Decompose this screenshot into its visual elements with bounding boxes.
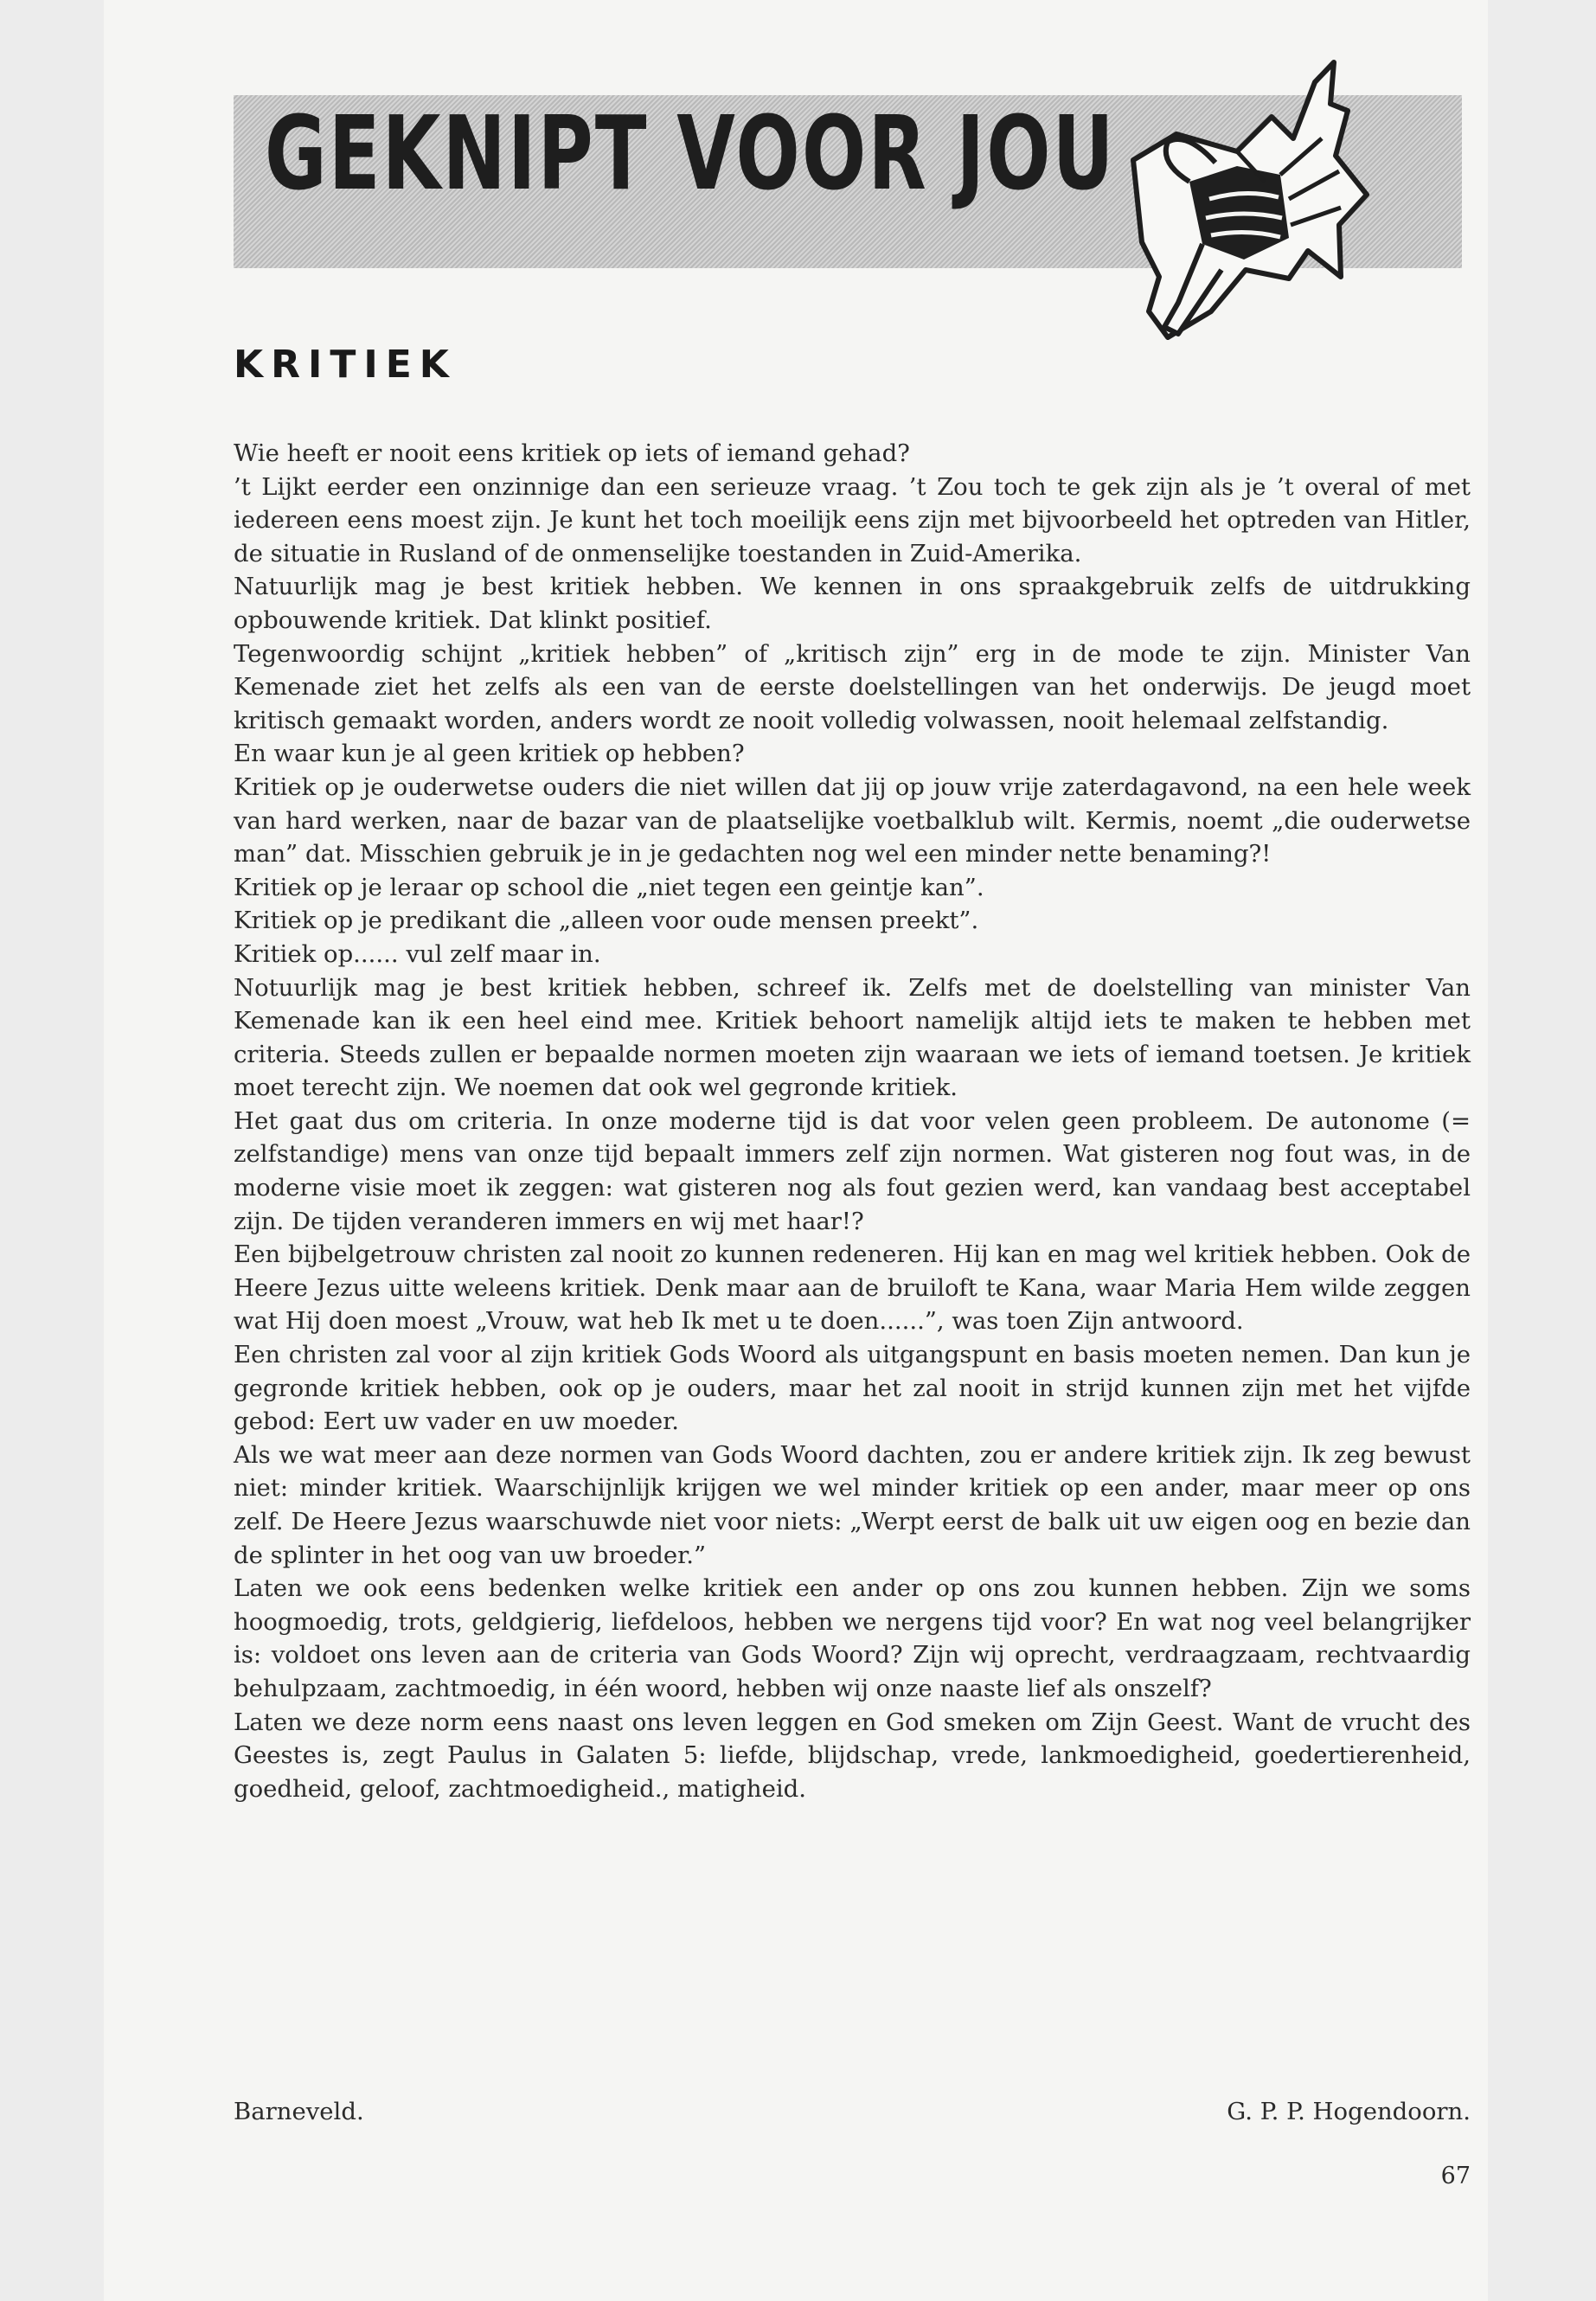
paragraph: Kritiek op je predikant die „alleen voor oude mensen preekt”.: [234, 907, 979, 935]
paragraph: En waar kun je al geen kritiek op hebben?: [234, 740, 745, 768]
signoff: [234, 2098, 1471, 2125]
article-body: [234, 437, 1471, 1805]
paragraph: Als we wat meer aan deze normen van Gods Woord dachten, zou er andere kritiek zijn. Ik zeg bewust niet: minder kritiek. Waarschijnlijk krijgen we wel minder kritiek op een ander, maar meer op ons zelf. De Heere Jezus waarschuwde niet voor niets: „Werpt eerst de balk uit uw eigen oog en bezie dan de splinter in het oog van uw broeder.”: [234, 1440, 1471, 1569]
pointing-hand-icon: [1107, 52, 1419, 363]
paragraph: Kritiek op je ouderwetse ouders die niet willen dat jij op jouw vrije zaterdagavond, na een hele week van hard werken, naar de bazar van de plaatselijke voetbalklub wilt. Kermis, noemt „die ouderwetse man” dat. Misschien gebruik je in je gedachten nog wel een minder nette benaming?!: [234, 772, 1471, 868]
paragraph: Kritiek op...... vul zelf maar in.: [234, 939, 601, 968]
section-title: KRITIEK: [234, 343, 457, 387]
paragraph: Laten we deze norm eens naast ons leven leggen en God smeken om Zijn Geest. Want de vrucht des Geestes is, zegt Paulus in Galaten 5: liefde, blijdschap, vrede, lankmoedigheid, goedertierenheid, goedheid, geloof, zachtmoedigheid., matigheid.: [234, 1708, 1471, 1803]
paragraph: ’t Lijkt eerder een onzinnige dan een serieuze vraag. ’t Zou toch te gek zijn als je ’t overal of met iedereen eens moest zijn. Je kunt het toch moeilijk eens zijn met bijvoorbeeld het optreden van Hitler, de situatie in Rusland of de onmenselijke toestanden in Zuid-Amerika.: [234, 472, 1471, 567]
paragraph: Natuurlijk mag je best kritiek hebben. We kennen in ons spraakgebruik zelfs de uitdrukking opbouwende kritiek. Dat klinkt positief.: [234, 573, 1471, 634]
paragraph: Een christen zal voor al zijn kritiek Gods Woord als uitgangspunt en basis moeten nemen. Dan kun je gegronde kritiek hebben, ook op je ouders, maar het zal nooit in strijd kunnen zijn met het vijfde gebod: Eert uw vader en uw moeder.: [234, 1341, 1471, 1436]
paragraph: Kritiek op je leraar op school die „niet tegen een geintje kan”.: [234, 873, 984, 901]
paragraph: Tegenwoordig schijnt „kritiek hebben” of „kritisch zijn” erg in de mode te zijn. Minister Van Kemenade ziet het zelfs als een van de eerste doelstellingen van het onderwijs. De jeugd moet kritisch gemaakt worden, anders wordt ze nooit volledig volwassen, nooit helemaal zelfstandig.: [234, 639, 1471, 734]
place: Barneveld.: [234, 2098, 364, 2125]
paragraph: Wie heeft er nooit eens kritiek op iets of iemand gehad?: [234, 439, 910, 467]
paragraph: Een bijbelgetrouw christen zal nooit zo kunnen redeneren. Hij kan en mag wel kritiek hebben. Ook de Heere Jezus uitte weleens kritiek. Denk maar aan de bruiloft te Kana, waar Maria Hem wilde zeggen wat Hij doen moest „Vrouw, wat heb Ik met u te doen......”, was toen Zijn antwoord.: [234, 1240, 1471, 1336]
paragraph: Laten we ook eens bedenken welke kritiek een ander op ons zou kunnen hebben. Zijn we soms hoogmoedig, trots, geldgierig, liefdeloos, hebben we nergens tijd voor? En wat nog veel belangrijker is: voldoet ons leven aan de criteria van Gods Woord? Zijn wij oprecht, verdraagzaam, rechtvaardig behulpzaam, zachtmoedig, in één woord, hebben wij onze naaste lief als onszelf?: [234, 1574, 1471, 1702]
banner-title: GEKNIPT VOOR JOU: [265, 93, 1116, 213]
author: G. P. P. Hogendoorn.: [1227, 2098, 1471, 2125]
paragraph: Notuurlijk mag je best kritiek hebben, schreef ik. Zelfs met de doelstelling van minister Van Kemenade kan ik een heel eind mee. Kritiek behoort namelijk altijd iets te maken te hebben met criteria. Steeds zullen er bepaalde normen moeten zijn waaraan we iets of iemand toetsen. Je kritiek moet terecht zijn. We noemen dat ook wel gegronde kritiek.: [234, 973, 1471, 1102]
magazine-page: [104, 0, 1488, 2301]
page-number: 67: [1440, 2163, 1471, 2189]
paragraph: Het gaat dus om criteria. In onze moderne tijd is dat voor velen geen probleem. De autonome (= zelfstandige) mens van onze tijd bepaalt immers zelf zijn normen. Wat gisteren nog fout was, in de moderne visie moet ik zeggen: wat gisteren nog als fout gezien werd, kan vandaag best acceptabel zijn. De tijden veranderen immers en wij met haar!?: [234, 1106, 1471, 1235]
